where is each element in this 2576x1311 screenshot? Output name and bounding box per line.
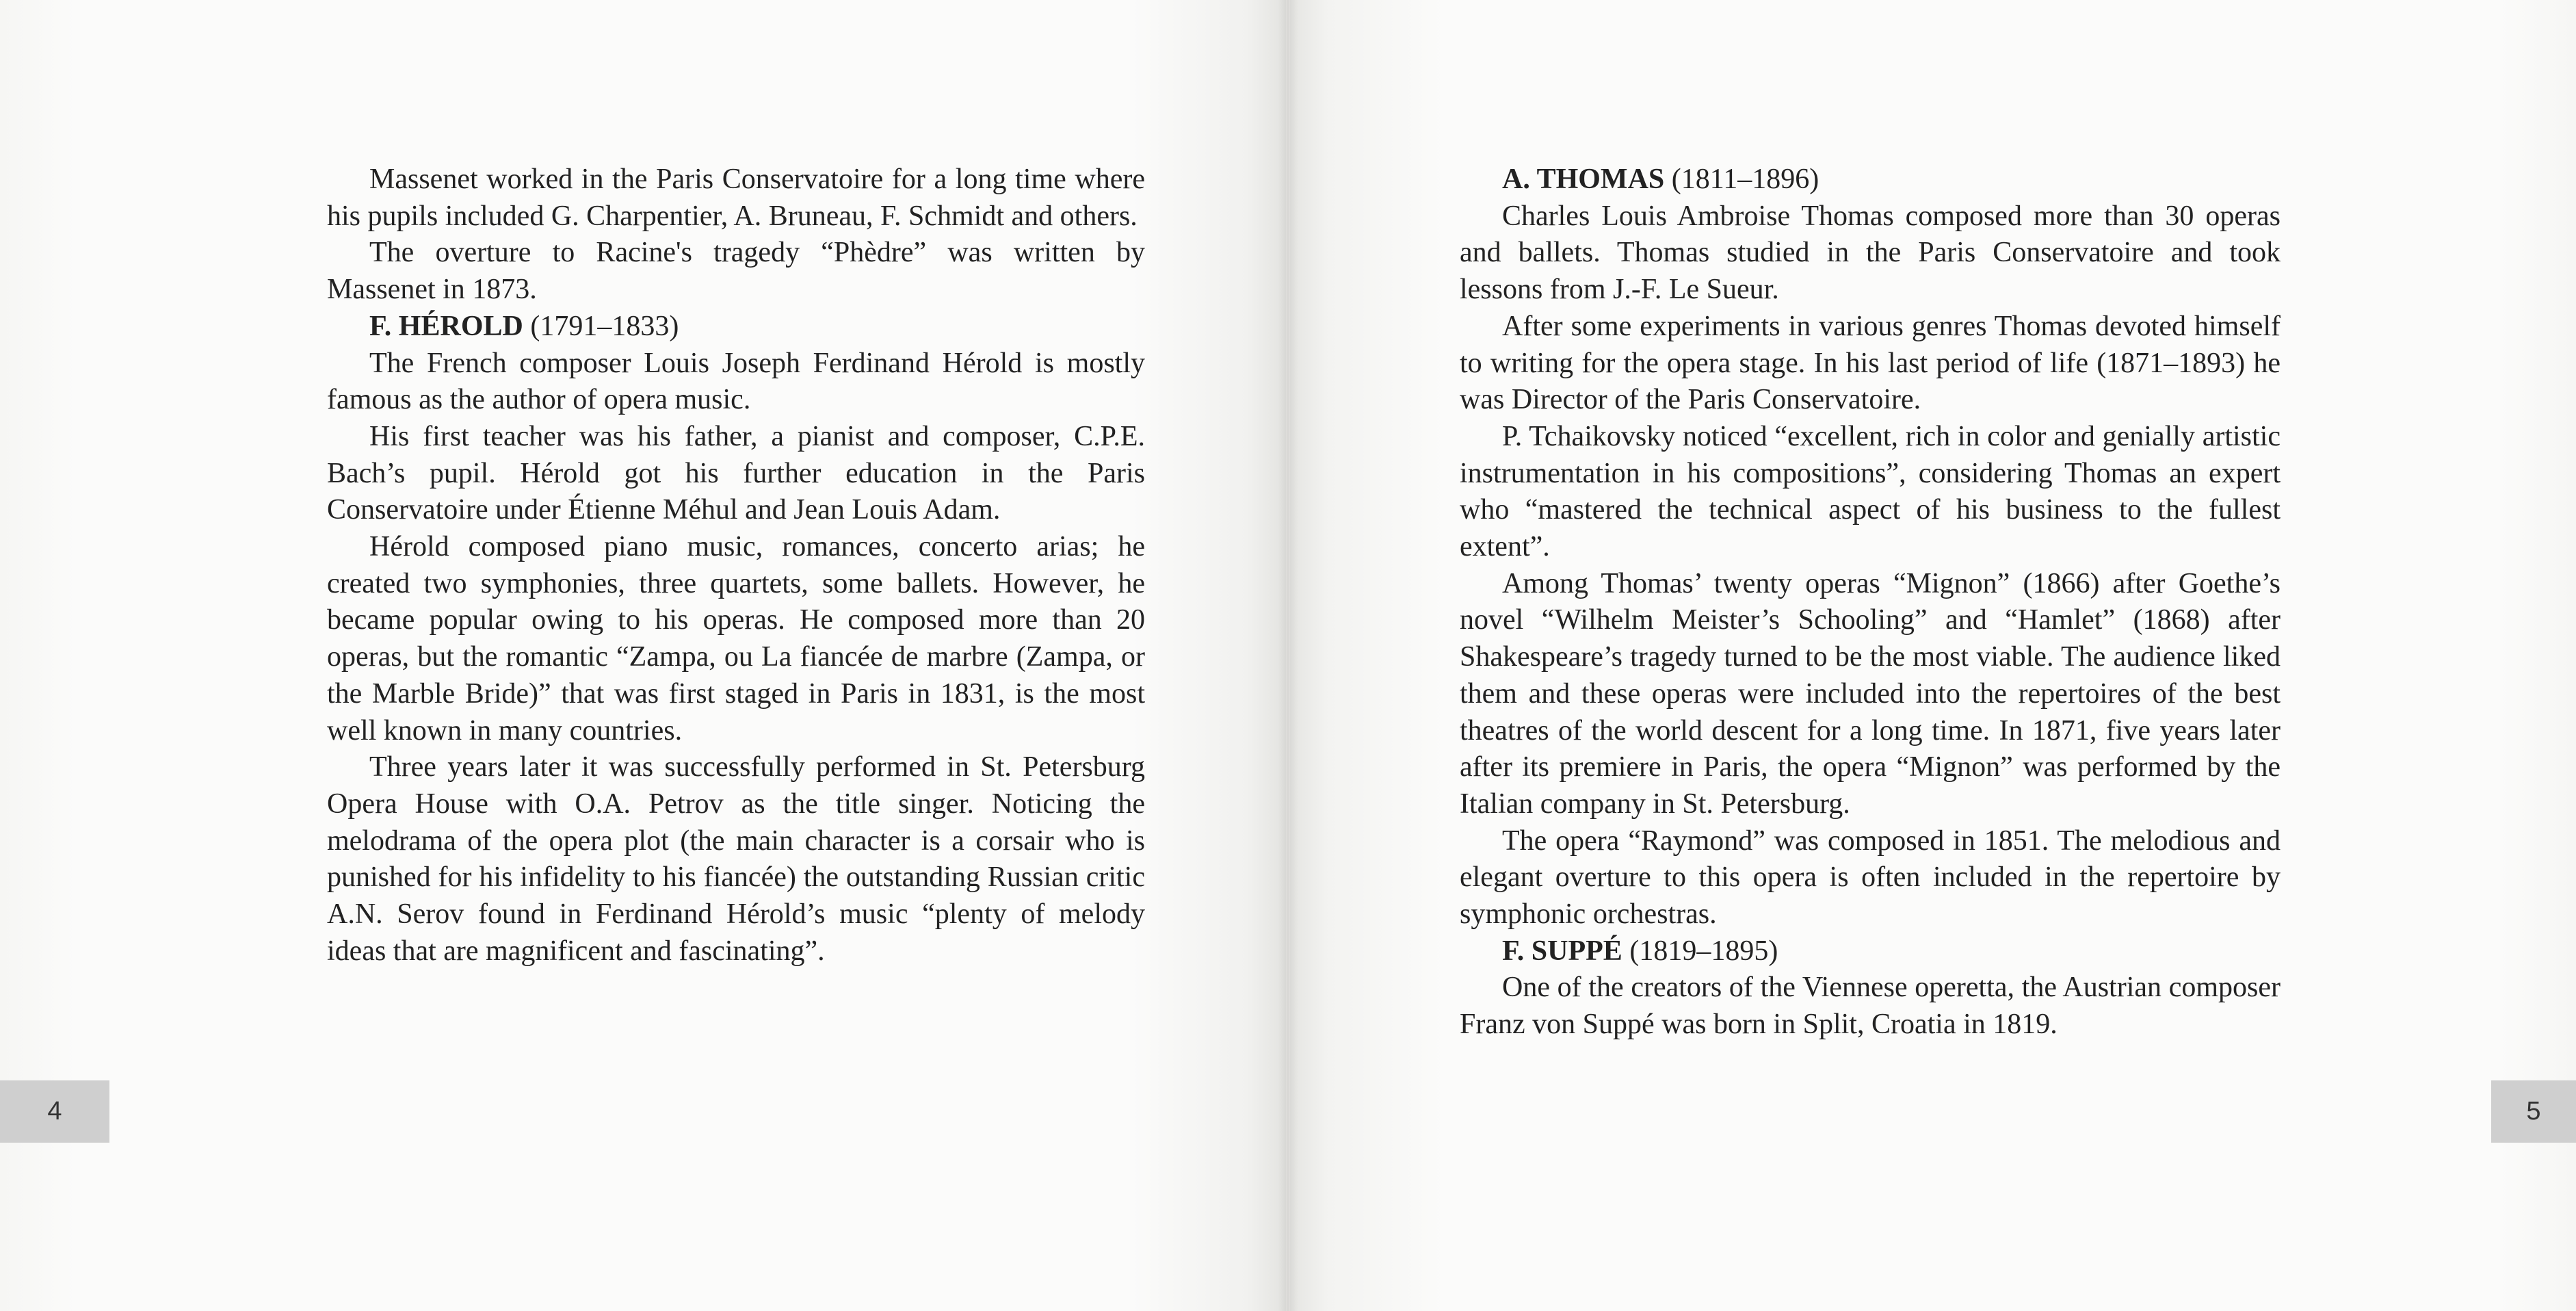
paragraph: The opera “Raymond” was composed in 1851. The melodious and elegant overture to this opera is often included in the repertoire by symphonic orchestras. bbox=[1460, 825, 2281, 931]
right-text-column bbox=[1460, 161, 2281, 1043]
paragraph: One of the creators of the Viennese operetta, the Austrian composer Franz von Suppé was born in Split, Croatia in 1819. bbox=[1460, 972, 2281, 1041]
paragraph: His first teacher was his father, a pianist and composer, C.P.E. Bach’s pupil. Hérold got his further education in the Paris Conservatoire under Étienne Méhul and Jean Louis Adam. bbox=[327, 420, 1145, 526]
book-gutter bbox=[1278, 0, 1298, 1311]
paragraph: Charles Louis Ambroise Thomas composed more than 30 operas and ballets. Thomas studied in the Paris Conservatoire and took lessons from J.-F. Le Sueur. bbox=[1460, 200, 2281, 306]
composer-years: (1819–1895) bbox=[1622, 935, 1778, 967]
page-number-right-text: 5 bbox=[2526, 1097, 2541, 1126]
paragraph: P. Tchaikovsky noticed “excellent, rich in color and genially artistic instrumentation in his compositions”, considering Thomas an expert who “mastered the technical aspect of his business to the fullest extent”. bbox=[1460, 420, 2281, 563]
paragraph: The French composer Louis Joseph Ferdinand Hérold is mostly famous as the author of opera music. bbox=[327, 347, 1145, 416]
page-number-right bbox=[2491, 1080, 2576, 1143]
paragraph: Three years later it was successfully performed in St. Petersburg Opera House with O.A. Petrov as the title singer. Noticing the melodrama of the opera plot (the main character is a corsair who is punished for his infidelity to his fiancée) the outstanding Russian critic A.N. Serov found in Ferdinand Hérold’s music “plenty of melody ideas that are magnificent and fascinating”. bbox=[327, 751, 1145, 967]
composer-heading-suppe bbox=[1460, 933, 2281, 970]
composer-name: F. SUPPÉ bbox=[1502, 935, 1622, 967]
paragraph: After some experiments in various genres Thomas devoted himself to writing for the opera stage. In his last period of life (1871–1893) he was Director of the Paris Conservatoire. bbox=[1460, 310, 2281, 416]
page-number-left bbox=[0, 1080, 109, 1143]
composer-heading-herold bbox=[327, 309, 1145, 346]
paragraph: Hérold composed piano music, romances, concerto arias; he created two symphonies, three quartets, some ballets. However, he became popular owing to his operas. He composed more than 20 operas, but the romantic “Zampa, ou La fiancée de marbre (Zampa, or the Marble Bride)” that was first staged in Paris in 1831, is the most well known in many countries. bbox=[327, 531, 1145, 747]
composer-years: (1791–1833) bbox=[523, 310, 679, 342]
paragraph: Among Thomas’ twenty operas “Mignon” (1866) after Goethe’s novel “Wilhelm Meister’s Schooling” and “Hamlet” (1868) after Shakespeare’s tragedy turned to be the most viable. The audience liked them and these operas were included into the repertoires of the best theatres of the world descent for a long time. In 1871, five years later after its premiere in Paris, the opera “Mignon” was performed by the Italian company in St. Petersburg. bbox=[1460, 567, 2281, 820]
composer-name: F. HÉROLD bbox=[369, 310, 523, 342]
composer-name: A. THOMAS bbox=[1502, 164, 1665, 195]
paragraph: The overture to Racine's tragedy “Phèdre” was written by Massenet in 1873. bbox=[327, 237, 1145, 306]
page-number-left-text: 4 bbox=[47, 1097, 62, 1126]
composer-heading-thomas bbox=[1460, 161, 2281, 198]
composer-years: (1811–1896) bbox=[1664, 164, 1819, 195]
paragraph: Massenet worked in the Paris Conservatoire for a long time where his pupils included G. Charpentier, A. Bruneau, F. Schmidt and others. bbox=[327, 164, 1145, 232]
left-text-column bbox=[327, 161, 1145, 970]
